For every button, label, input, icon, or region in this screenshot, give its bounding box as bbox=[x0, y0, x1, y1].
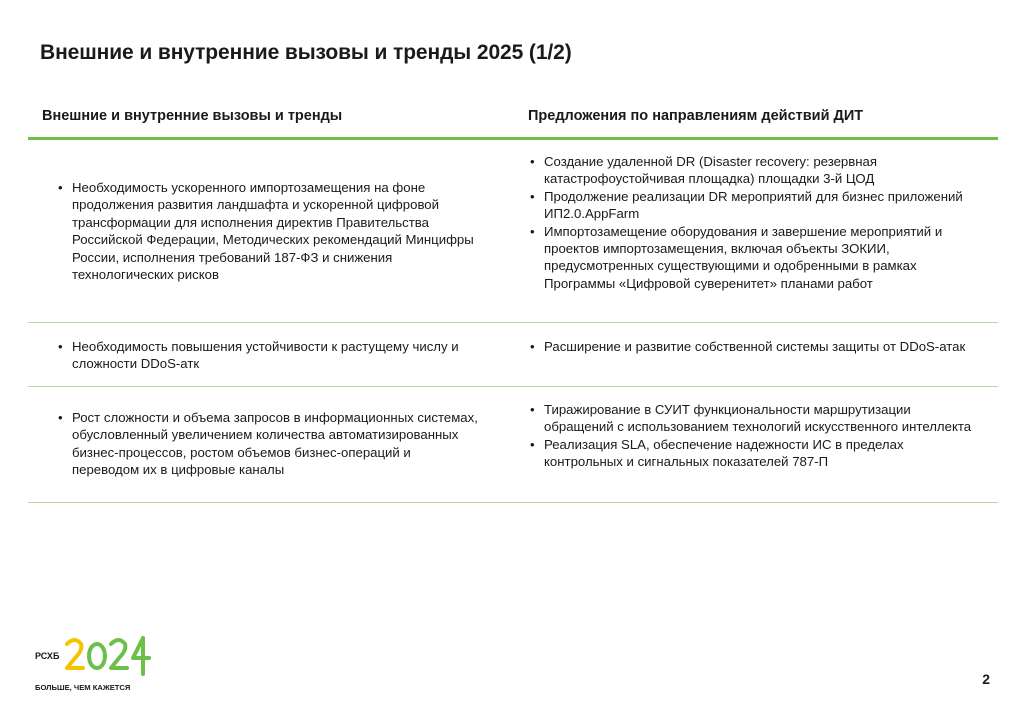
right-column-header: Предложения по направлениям действий ДИТ bbox=[528, 108, 864, 124]
header-divider bbox=[28, 137, 998, 140]
row-2-proposal-cell bbox=[530, 338, 970, 355]
bullet-item: • Необходимость ускоренного импортозамещения на фоне продолжения развития ландшафта и ускоренной цифровой трансформации для исполнения директив Правительства Российской Федерации, Методических рекомендаций Минцифры России, исполнения требований 187-ФЗ и снижения технологических рисков bbox=[58, 179, 488, 283]
bullet-item: • Импортозамещение оборудования и завершение мероприятий и проектов импортозамещения, включая объекты ЗОКИИ, предусмотренных существующими и одобренными в рамках Программы «Цифровой суверенитет» планами работ bbox=[530, 223, 985, 293]
logo-slogan: БОЛЬШЕ, ЧЕМ КАЖЕТСЯ bbox=[35, 683, 131, 692]
bullet-item: • Тиражирование в СУИТ функциональности маршрутизации обращений с использованием технологий искусственного интеллекта bbox=[530, 401, 980, 436]
bullet-item: • Расширение и развитие собственной системы защиты от DDoS-атак bbox=[530, 338, 970, 355]
left-column-header: Внешние и внутренние вызовы и тренды bbox=[42, 108, 343, 124]
logo-year-mark bbox=[67, 638, 149, 674]
logo-brand-text: РСХБ bbox=[35, 651, 60, 661]
bullet-item: • Создание удаленной DR (Disaster recovery: резервная катастрофоустойчивая площадка) площадки 3-й ЦОД bbox=[530, 153, 985, 188]
row-divider bbox=[28, 502, 998, 503]
bullet-item: • Реализация SLA, обеспечение надежности ИС в пределах контрольных и сигнальных показателей 787-П bbox=[530, 436, 980, 471]
page-title: Внешние и внутренние вызовы и тренды 2025 (1/2) bbox=[40, 41, 572, 64]
row-1-proposal-cell bbox=[530, 153, 985, 292]
row-3-proposal-cell bbox=[530, 401, 980, 471]
row-1-challenge-cell bbox=[58, 179, 488, 283]
row-3-challenge-cell bbox=[58, 409, 478, 479]
bullet-item: • Необходимость повышения устойчивости к растущему числу и сложности DDoS-атк bbox=[58, 338, 508, 373]
row-2-challenge-cell bbox=[58, 338, 508, 373]
rshb-2024-logo bbox=[35, 634, 165, 694]
row-divider bbox=[28, 386, 998, 387]
bullet-item: • Рост сложности и объема запросов в информационных системах, обусловленный увеличением количества автоматизированных бизнес-процессов, ростом объемов бизнес-операций и переводом их в цифровые каналы bbox=[58, 409, 478, 479]
row-divider bbox=[28, 322, 998, 323]
bullet-item: • Продолжение реализации DR мероприятий для бизнес приложений ИП2.0.AppFarm bbox=[530, 188, 985, 223]
page-number: 2 bbox=[982, 671, 990, 687]
